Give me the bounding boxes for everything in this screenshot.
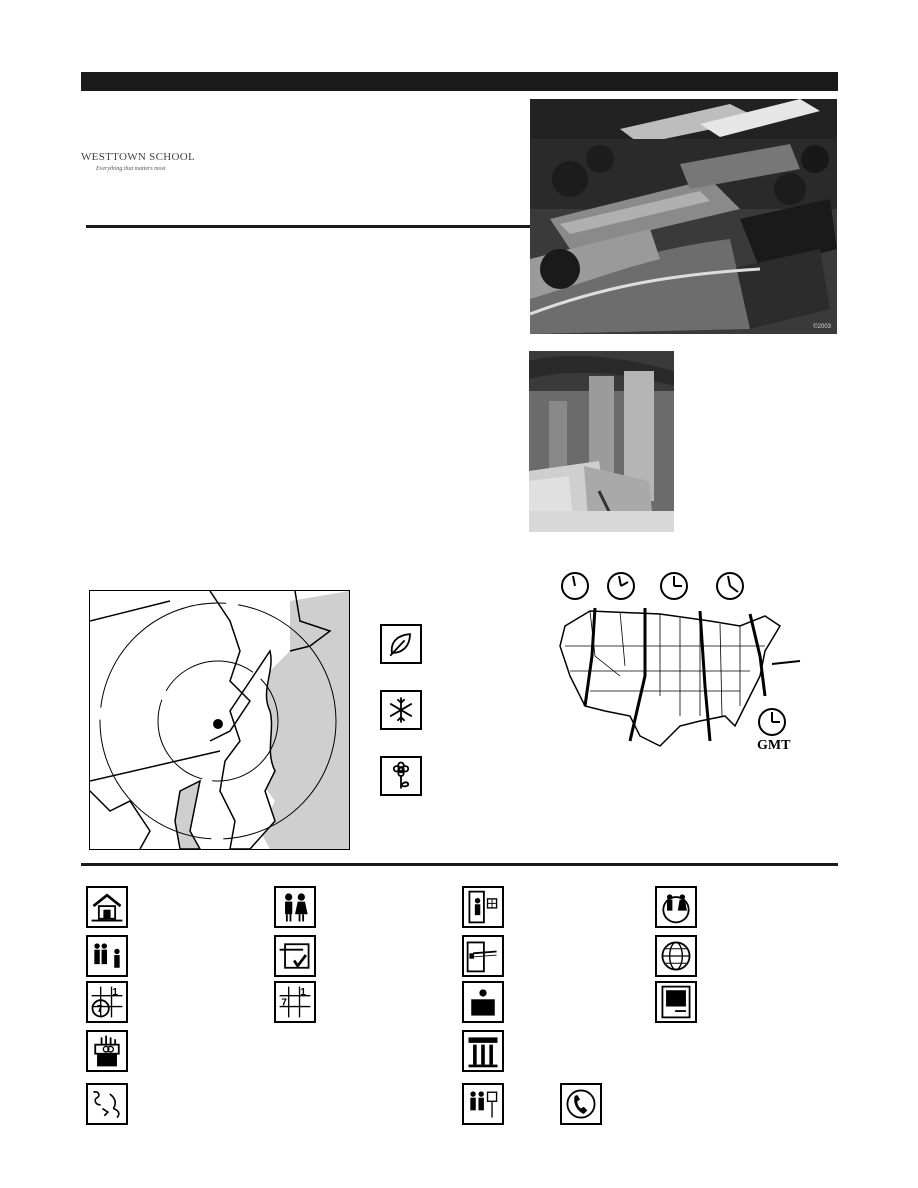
door-pen-icon (462, 935, 504, 977)
gmt-label: GMT (757, 738, 791, 753)
campus-aerial-photo (530, 99, 837, 334)
home-icon (86, 886, 128, 928)
calendar-seven-icon (86, 981, 128, 1023)
school-logo-title: WESTTOWN SCHOOL (81, 151, 195, 163)
building-columns-icon (462, 1030, 504, 1072)
telephone-icon (560, 1083, 602, 1125)
people-easel-icon (462, 1083, 504, 1125)
section-divider (86, 225, 530, 228)
couple-icon (274, 886, 316, 928)
wind-face-icon (86, 1083, 128, 1125)
calendar-grid-icon (274, 981, 316, 1023)
school-logo-tagline: Everything that matters most (96, 166, 166, 172)
family-icon (86, 935, 128, 977)
snowflake-icon (380, 690, 422, 730)
leaf-icon (380, 624, 422, 664)
globe-people-icon (655, 886, 697, 928)
computer-icon (655, 981, 697, 1023)
photo-credit: ©2003 (813, 324, 831, 330)
tree-path-photo (529, 351, 674, 532)
globe-icon (655, 935, 697, 977)
cake-icon (86, 1030, 128, 1072)
checklist-icon (274, 935, 316, 977)
regional-map (89, 590, 350, 850)
svg-text:1: 1 (300, 986, 306, 998)
bottom-divider (81, 863, 838, 866)
door-icon (462, 886, 504, 928)
header-bar (81, 72, 838, 91)
timezone-map (550, 566, 810, 766)
svg-text:7: 7 (281, 997, 287, 1009)
flower-icon (380, 756, 422, 796)
svg-text:1: 1 (112, 986, 118, 998)
desk-person-icon (462, 981, 504, 1023)
svg-text:7: 7 (97, 1003, 103, 1015)
